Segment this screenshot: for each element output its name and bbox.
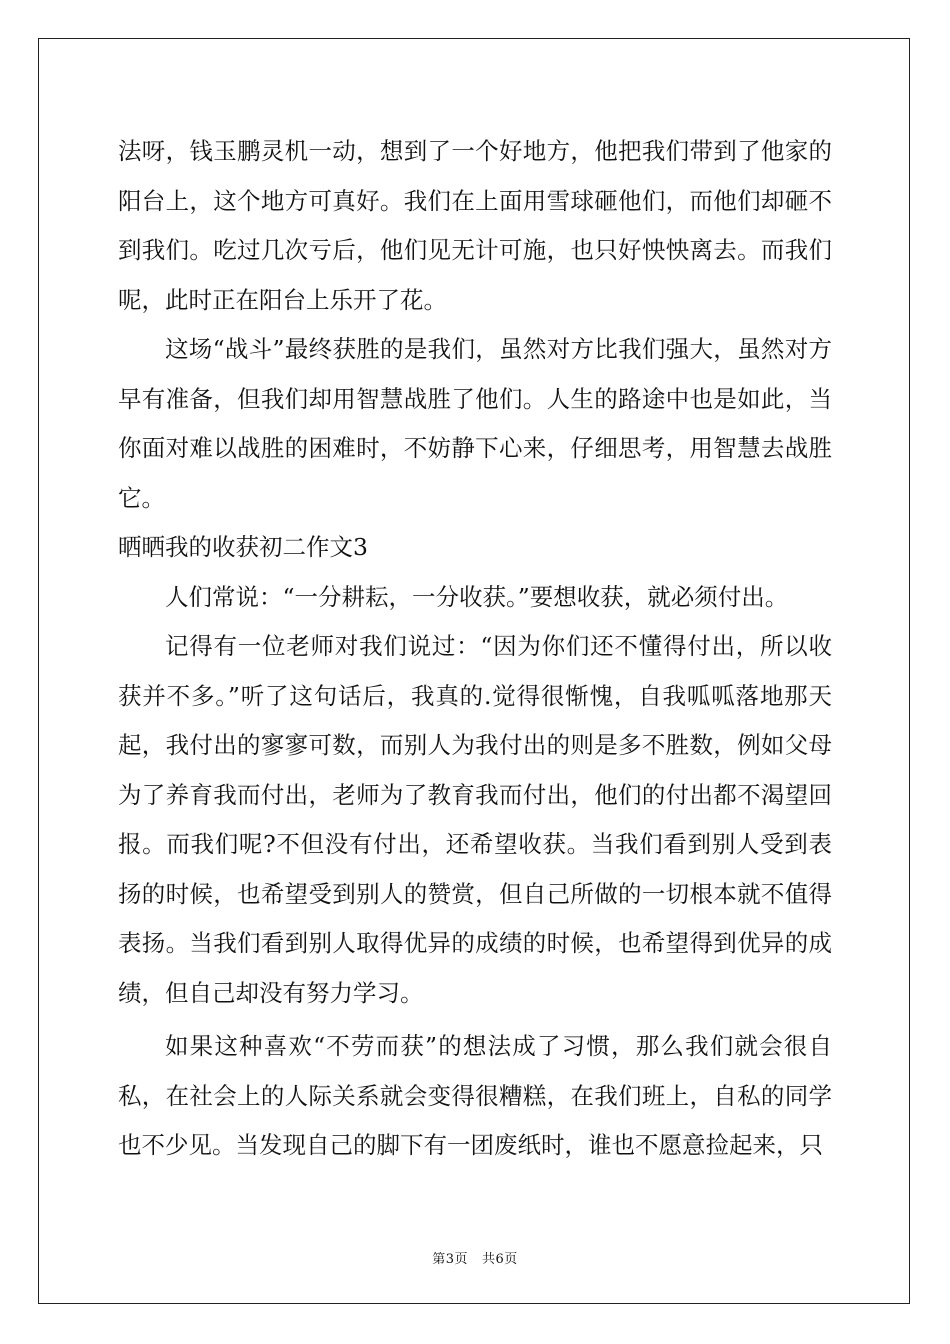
page-number: 第3页: [432, 1252, 469, 1267]
section-heading: 晒晒我的收获初二作文3: [118, 533, 368, 561]
paragraph-2: 这场“战斗”最终获胜的是我们，虽然对方比我们强大，虽然对方早有准备，但我们却用智慧战胜了他们。人生的路途中也是如此，当你面对难以战胜的困难时，不妨静下心来，仔细思考，用智慧去战胜它。: [118, 335, 832, 512]
document-body: [118, 127, 832, 1171]
paragraph-5: 如果这种喜欢“不劳而获”的想法成了习惯，那么我们就会很自私，在社会上的人际关系就会变得很糟糕，在我们班上，自私的同学也不少见。当发现自己的脚下有一团废纸时，谁也不愿意捡起来，只: [118, 1032, 832, 1159]
paragraph-3: 人们常说：“一分耕耘，一分收获。”要想收获，就必须付出。: [165, 582, 789, 611]
page-total: 共6页: [481, 1252, 518, 1267]
page-footer: [0, 1248, 950, 1267]
paragraph-4: 记得有一位老师对我们说过：“因为你们还不懂得付出，所以收获并不多。”听了这句话后，我真的.觉得很惭愧，自我呱呱落地那天起，我付出的寥寥可数，而别人为我付出的则是多不胜数，例如父母为了养育我而付出，老师为了教育我而付出，他们的付出都不渴望回报。而我们呢?不但没有付出，还希望收获。当我们看到别人受到表扬的时候，也希望受到别人的赞赏，但自己所做的一切根本就不值得表扬。当我们看到别人取得优异的成绩的时候，也希望得到优异的成绩，但自己却没有努力学习。: [118, 632, 832, 1007]
paragraph-1: 法呀，钱玉鹏灵机一动，想到了一个好地方，他把我们带到了他家的阳台上，这个地方可真好。我们在上面用雪球砸他们，而他们却砸不到我们。吃过几次亏后，他们见无计可施，也只好怏怏离去。而我们呢，此时正在阳台上乐开了花。: [118, 137, 832, 314]
